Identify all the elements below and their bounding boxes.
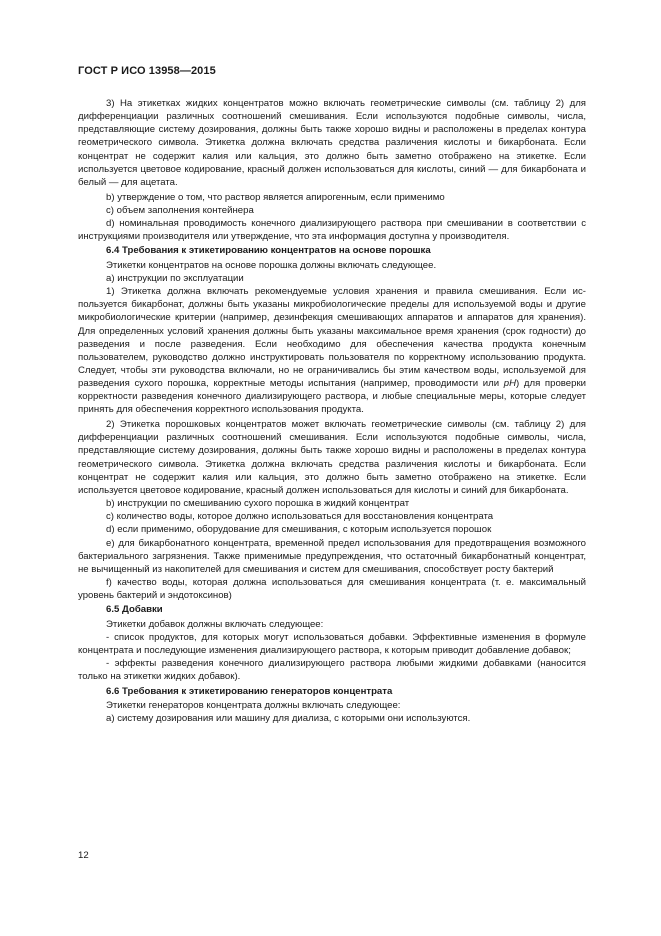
list-item-a-dosing-system: a) систему дозирования или машину для диализа, с которыми они используются. xyxy=(106,713,471,725)
list-item-product-list: - список продуктов, для которых могут использоваться добавки. Эффективные изменения в формуле концентрата и последующие изменения диализирующего раствора, к которым приводит добавление добавок; xyxy=(78,631,586,657)
paragraph-storage-mixing xyxy=(78,285,586,417)
paragraph-powder-intro: Этикетки концентратов на основе порошка должны включать следующее. xyxy=(106,259,437,271)
paragraph-additives-intro: Этикетки добавок должны включать следующее: xyxy=(106,618,324,630)
list-item-f-water-quality: f) качество воды, которая должна использоваться для смешивания концентрата (т. е. максимальный уровень бактерий и эндотоксинов) xyxy=(78,576,586,602)
list-item-b-apyrogenic: b) утверждение о том, что раствор является апирогенным, если применимо xyxy=(106,191,445,203)
section-heading-6-5: 6.5 Добавки xyxy=(106,604,163,616)
list-item-d-conductivity: d) номинальная проводимость конечного диализирующего раствора при смешивании в соответствии с инструкциями производителя или утверждение, что эта информация доступна у производителя. xyxy=(78,217,586,243)
list-item-a-instructions: a) инструкции по эксплуатации xyxy=(106,272,244,284)
text-storage-part2: ) для проверки корректности разведения конечного диализирующего раствора, и любые специальные меры, которые следует принять для обеспечения корректного использования продукта. xyxy=(78,378,586,416)
text-ph: pH xyxy=(503,378,517,390)
list-item-dilution-effects: - эффекты разведения конечного диализирующего раствора любыми жидкими добавками (наносится только на этикетки жидких добавок). xyxy=(78,658,586,683)
document-body xyxy=(78,97,586,725)
list-item-e-time-limit: e) для бикарбонатного концентрата, временной предел использования для предотвращения возможного бактериального загрязнения. Также применимые предупреждения, что остаточный бикарбонатный концентрат, не вычищенный из накопителей для смешивания и систем для смешивания, способствует росту бактерий xyxy=(78,537,586,575)
document-header: ГОСТ Р ИСО 13958—2015 xyxy=(78,65,216,77)
list-item-d-equipment: d) если применимо, оборудование для смешивания, с которым используется порошок xyxy=(106,524,492,536)
section-heading-6-4: 6.4 Требования к этикетированию концентратов на основе порошка xyxy=(106,245,431,257)
list-item-c-water-quantity: c) количество воды, которое должно использоваться для восстановления концентрата xyxy=(106,511,494,523)
list-item-c-fill-volume: c) объем заполнения контейнера xyxy=(106,204,254,216)
page-number: 12 xyxy=(78,850,89,861)
list-item-b-mixing: b) инструкции по смешиванию сухого порошка в жидкий концентрат xyxy=(106,498,410,510)
section-heading-6-6: 6.6 Требования к этикетированию генераторов концентрата xyxy=(106,685,393,697)
paragraph-generators-intro: Этикетки генераторов концентрата должны включать следующее: xyxy=(106,700,401,712)
paragraph-powder-symbols: 2) Этикетка порошковых концентратов может включать геометрические символы (см. таблицу 2) для дифференциации различных соотношений смешивания. Если используются подобные символы, числа, представляющие систему дозирования, должны быть также хорошо видны и расположены в пределах контура геометрического символа. Этикетка должна включать средства различения кислоты и бикарбоната. Если концентрат не содержит калия или кальция, это должно быть заметно отображено на этикетке. Если используется цветовое кодирование, красный должен использоваться для кислоты и синий для бикарбоната. xyxy=(78,419,586,496)
paragraph-liquid-symbols: 3) На этикетках жидких концентратов можно включать геометрические символы (см. таблицу 2) для дифференциации различных соотношений смешивания. Если используются подобные символы, числа, представляющие систему дозирования, должны быть также хорошо видны и расположены в пределах контура геометрического символа. Этикетка должна включать средства различения кислоты и бикарбоната. Если концентрат не содержит калия или кальция, это должно быть заметно отображено на этикетке. Если используется цветовое кодирование, красный должен использоваться для кислоты, синий — для бикарбоната и белый — для ацетата. xyxy=(78,98,586,188)
text-storage-part1: 1) Этикетка должна включать рекомендуемые условия хранения и правила смешивания. Если используется бикарбонат, должны быть указаны микробиологические пределы для используемой воды и другие микробиологические критерии (например, дезинфекция смешивающих аппаратов и аппаратов для хранения). Для определенных условий хранения должны быть указаны максимальное время хранения (срок годности) до разведения и после разведения. Если необходимо для обеспечения качества продукта конечным пользователем, руководство должно инструктировать пользователя по корректному использованию продукта. Следует, чтобы эти руководства включали, но не ограничивались бы этим качеством воды, используемой для разведения сухого порошка, корректные методы испытания (например, проводимости или xyxy=(78,286,586,390)
